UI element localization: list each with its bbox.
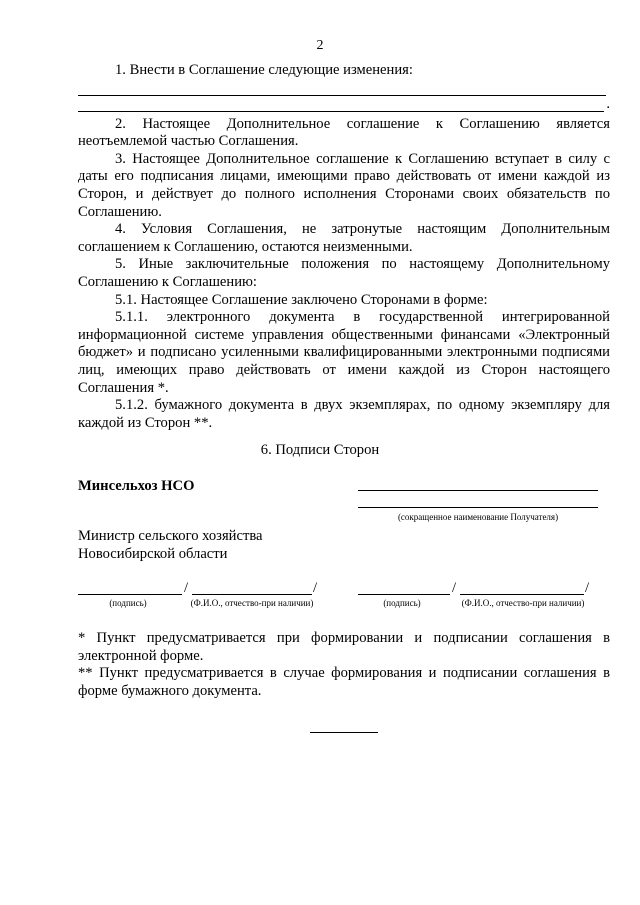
footnote-2: ** Пункт предусматривается в случае формирования и подписании соглашения в форме бумажного документа. — [78, 665, 610, 699]
blank-line-2 — [78, 96, 604, 112]
left-name-line — [192, 594, 312, 595]
blank-line-end-mark: . — [606, 95, 610, 112]
left-party-position-line1: Министр сельского хозяйства — [78, 528, 263, 544]
left-name-caption: (Ф.И.О., отчество-при наличии) — [190, 598, 314, 608]
footnote-1: * Пункт предусматривается при формировании и подписании соглашения в электронной форме. — [78, 630, 610, 664]
item-5-1-2: 5.1.2. бумажного документа в двух экземплярах, по одному экземпляру для каждой из Сторон **. — [78, 397, 610, 431]
item-3: 3. Настоящее Дополнительное соглашение к Соглашению вступает в силу с даты его подписания лицами, имеющими право действовать от имени каждой из Сторон, и действует до полного исполнения Сторонами своих обязательств по Соглашению. — [78, 150, 610, 220]
item-1: 1. Внести в Соглашение следующие изменения: — [115, 62, 413, 78]
left-signature-line — [78, 594, 182, 595]
right-slash-1: / — [452, 580, 457, 596]
right-name-caption: (Ф.И.О., отчество-при наличии) — [461, 598, 585, 608]
item-5: 5. Иные заключительные положения по настоящему Дополнительному Соглашению к Соглашению: — [78, 256, 610, 290]
item-5-1-1: 5.1.1. электронного документа в государственной интегрированной информационной системе управления общественными финансами «Электронный бюджет» и подписано усиленными квалифицированными электронными подписями лиц, имеющих право действовать от имени каждой из Сторон настоящего Соглашения *. — [78, 309, 610, 396]
left-party-name: Минсельхоз НСО — [78, 478, 195, 494]
page-number: 2 — [316, 38, 324, 53]
right-party-name-line — [358, 490, 598, 491]
signatures-heading: 6. Подписи Сторон — [260, 442, 380, 458]
left-party-position-line2: Новосибирской области — [78, 546, 228, 562]
right-slash-2: / — [585, 580, 590, 596]
right-signature-caption: (подпись) — [383, 598, 421, 608]
item-2: 2. Настоящее Дополнительное соглашение к Соглашению является неотъемлемой частью Соглашения. — [78, 115, 610, 150]
left-signature-caption: (подпись) — [109, 598, 147, 608]
item-4: 4. Условия Соглашения, не затронутые настоящим Дополнительным соглашением к Соглашению, остаются неизменными. — [78, 221, 610, 255]
right-name-line — [460, 594, 584, 595]
blank-line-1 — [78, 80, 606, 96]
end-rule — [310, 732, 378, 733]
amendments-section — [78, 62, 610, 432]
blank-line-2-wrap — [78, 96, 610, 112]
left-slash-1: / — [184, 580, 189, 596]
left-slash-2: / — [313, 580, 318, 596]
item-5-1: 5.1. Настоящее Соглашение заключено Сторонами в форме: — [115, 291, 488, 308]
right-party-name-line-2 — [358, 507, 598, 508]
right-party-name-caption: (сокращенное наименование Получателя) — [397, 512, 559, 522]
right-signature-line — [358, 594, 450, 595]
footnotes — [78, 630, 610, 700]
